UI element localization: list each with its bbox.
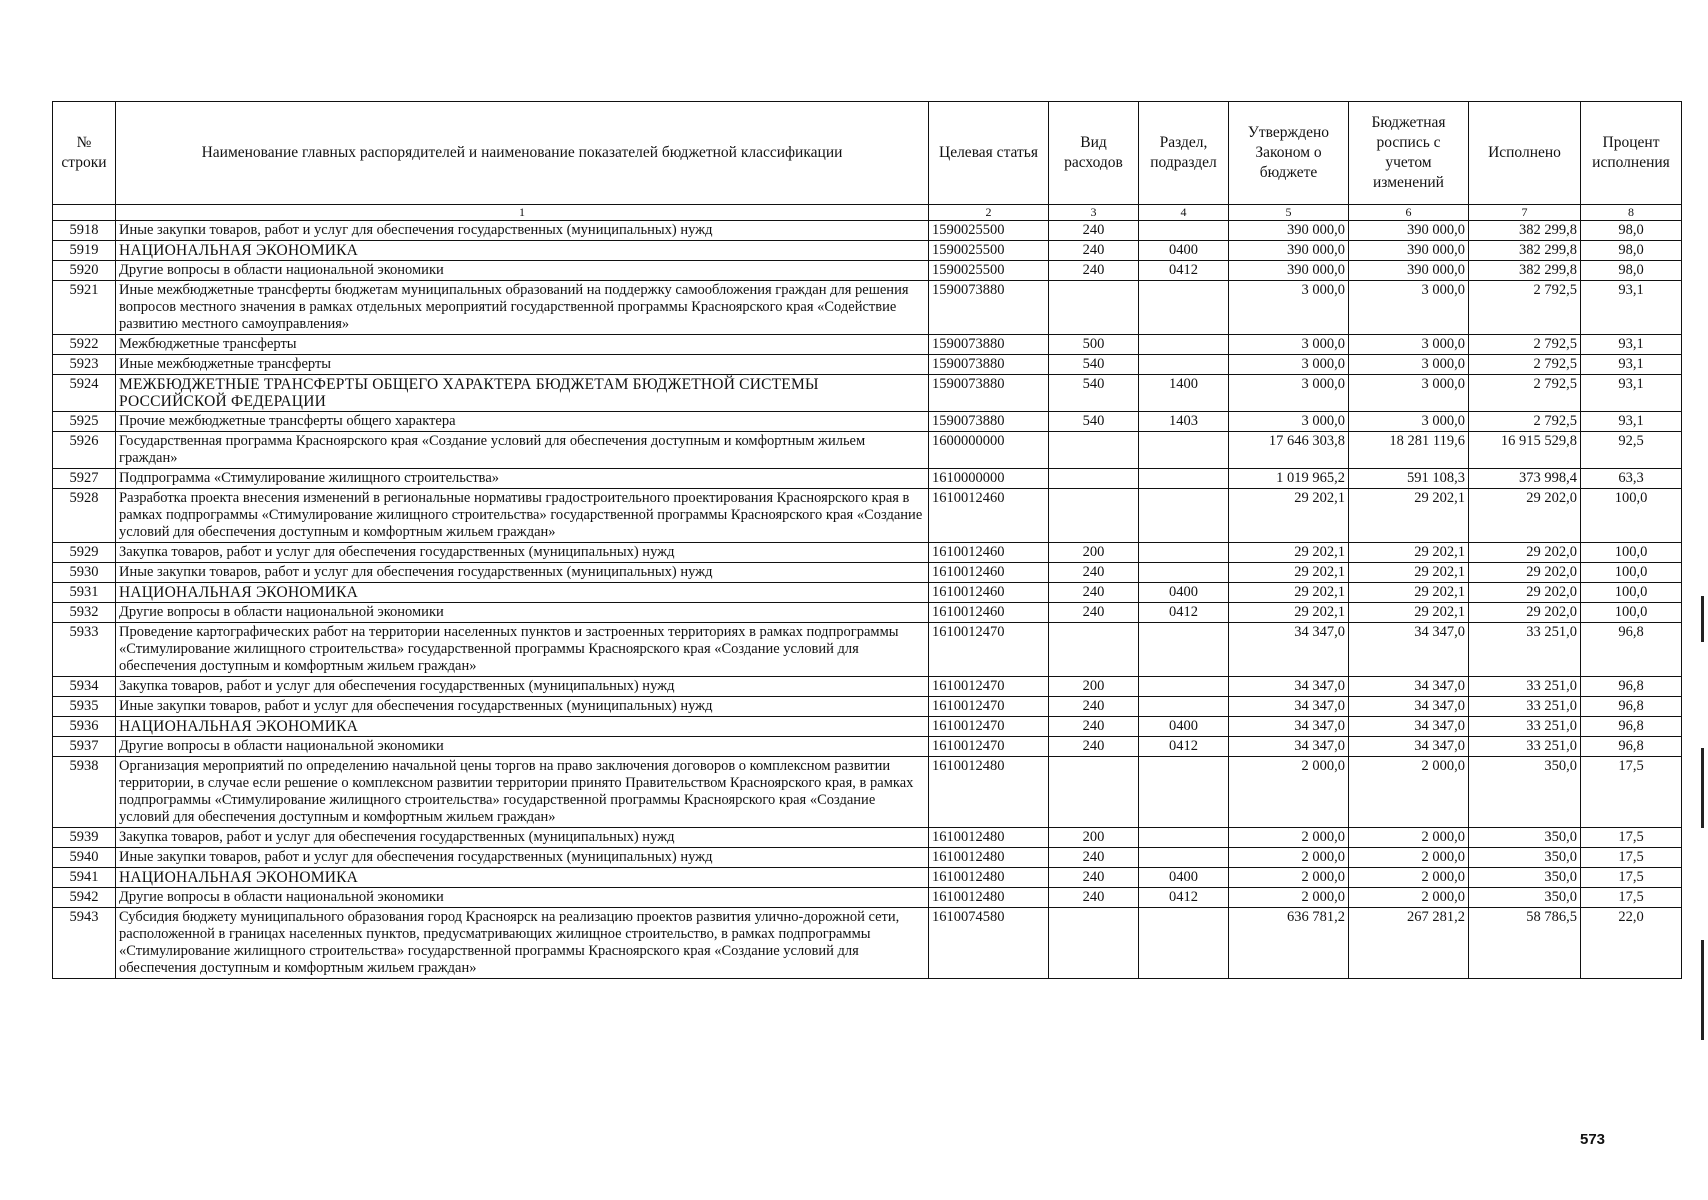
row-target-article: 1610012480 bbox=[929, 868, 1049, 888]
row-number: 5931 bbox=[53, 583, 116, 603]
row-budget-list: 18 281 119,6 bbox=[1349, 432, 1469, 469]
row-approved: 390 000,0 bbox=[1229, 261, 1349, 281]
row-section: 1403 bbox=[1139, 412, 1229, 432]
row-executed: 350,0 bbox=[1469, 828, 1581, 848]
row-executed: 2 792,5 bbox=[1469, 355, 1581, 375]
row-budget-list: 29 202,1 bbox=[1349, 563, 1469, 583]
row-name: Закупка товаров, работ и услуг для обеспечения государственных (муниципальных) нужд bbox=[116, 828, 929, 848]
row-approved: 29 202,1 bbox=[1229, 603, 1349, 623]
row-number: 5919 bbox=[53, 241, 116, 261]
row-number: 5921 bbox=[53, 281, 116, 335]
row-approved: 17 646 303,8 bbox=[1229, 432, 1349, 469]
row-section bbox=[1139, 432, 1229, 469]
row-percent: 100,0 bbox=[1581, 583, 1682, 603]
row-executed: 350,0 bbox=[1469, 888, 1581, 908]
row-percent: 93,1 bbox=[1581, 281, 1682, 335]
row-percent: 17,5 bbox=[1581, 848, 1682, 868]
row-budget-list: 3 000,0 bbox=[1349, 335, 1469, 355]
row-target-article: 1590073880 bbox=[929, 335, 1049, 355]
row-budget-list: 390 000,0 bbox=[1349, 241, 1469, 261]
header-executed: Исполнено bbox=[1469, 102, 1581, 205]
row-approved: 2 000,0 bbox=[1229, 888, 1349, 908]
row-budget-list: 2 000,0 bbox=[1349, 888, 1469, 908]
row-number: 5937 bbox=[53, 737, 116, 757]
row-budget-list: 34 347,0 bbox=[1349, 717, 1469, 737]
row-name: Прочие межбюджетные трансферты общего характера bbox=[116, 412, 929, 432]
row-percent: 96,8 bbox=[1581, 697, 1682, 717]
table-row bbox=[53, 355, 1682, 375]
row-executed: 382 299,8 bbox=[1469, 221, 1581, 241]
row-expense-type bbox=[1049, 623, 1139, 677]
row-expense-type: 240 bbox=[1049, 717, 1139, 737]
table-row bbox=[53, 489, 1682, 543]
row-target-article: 1600000000 bbox=[929, 432, 1049, 469]
row-percent: 17,5 bbox=[1581, 828, 1682, 848]
row-budget-list: 34 347,0 bbox=[1349, 677, 1469, 697]
row-section bbox=[1139, 563, 1229, 583]
row-approved: 34 347,0 bbox=[1229, 737, 1349, 757]
row-approved: 29 202,1 bbox=[1229, 583, 1349, 603]
row-approved: 3 000,0 bbox=[1229, 335, 1349, 355]
table-row bbox=[53, 432, 1682, 469]
table-row bbox=[53, 583, 1682, 603]
row-expense-type: 240 bbox=[1049, 848, 1139, 868]
row-approved: 3 000,0 bbox=[1229, 375, 1349, 412]
row-target-article: 1610012480 bbox=[929, 757, 1049, 828]
row-budget-list: 2 000,0 bbox=[1349, 848, 1469, 868]
row-budget-list: 29 202,1 bbox=[1349, 603, 1469, 623]
row-expense-type bbox=[1049, 469, 1139, 489]
row-executed: 16 915 529,8 bbox=[1469, 432, 1581, 469]
row-expense-type: 240 bbox=[1049, 261, 1139, 281]
row-number: 5930 bbox=[53, 563, 116, 583]
table-row bbox=[53, 908, 1682, 979]
row-section bbox=[1139, 677, 1229, 697]
row-target-article: 1610074580 bbox=[929, 908, 1049, 979]
row-percent: 98,0 bbox=[1581, 241, 1682, 261]
row-number: 5943 bbox=[53, 908, 116, 979]
row-expense-type: 240 bbox=[1049, 888, 1139, 908]
row-target-article: 1610012460 bbox=[929, 583, 1049, 603]
row-executed: 29 202,0 bbox=[1469, 603, 1581, 623]
row-percent: 100,0 bbox=[1581, 603, 1682, 623]
row-expense-type: 500 bbox=[1049, 335, 1139, 355]
row-percent: 93,1 bbox=[1581, 355, 1682, 375]
row-name: Разработка проекта внесения изменений в региональные нормативы градостроительного проектирования Красноярского края в рамках подпрограммы «Стимулирование жилищного строительства» государственной программы Красноярского края «Создание условий для обеспечения доступным и комфортным жильем граждан» bbox=[116, 489, 929, 543]
row-target-article: 1590025500 bbox=[929, 261, 1049, 281]
row-name: Иные закупки товаров, работ и услуг для обеспечения государственных (муниципальных) нужд bbox=[116, 848, 929, 868]
page-number: 573 bbox=[1580, 1131, 1606, 1148]
table-row bbox=[53, 737, 1682, 757]
row-target-article: 1610012460 bbox=[929, 603, 1049, 623]
row-expense-type: 540 bbox=[1049, 375, 1139, 412]
row-expense-type: 200 bbox=[1049, 828, 1139, 848]
row-target-article: 1610012470 bbox=[929, 737, 1049, 757]
column-number: 3 bbox=[1049, 205, 1139, 221]
row-executed: 33 251,0 bbox=[1469, 623, 1581, 677]
row-executed: 33 251,0 bbox=[1469, 737, 1581, 757]
row-executed: 382 299,8 bbox=[1469, 261, 1581, 281]
row-approved: 34 347,0 bbox=[1229, 717, 1349, 737]
row-number: 5938 bbox=[53, 757, 116, 828]
row-target-article: 1610012470 bbox=[929, 717, 1049, 737]
row-target-article: 1590073880 bbox=[929, 375, 1049, 412]
row-budget-list: 34 347,0 bbox=[1349, 737, 1469, 757]
row-name: Подпрограмма «Стимулирование жилищного строительства» bbox=[116, 469, 929, 489]
row-section bbox=[1139, 623, 1229, 677]
table-row bbox=[53, 888, 1682, 908]
table-row bbox=[53, 241, 1682, 261]
row-target-article: 1610012480 bbox=[929, 848, 1049, 868]
header-name: Наименование главных распорядителей и наименование показателей бюджетной классификации bbox=[116, 102, 929, 205]
row-number: 5925 bbox=[53, 412, 116, 432]
row-approved: 29 202,1 bbox=[1229, 543, 1349, 563]
table-row bbox=[53, 469, 1682, 489]
row-target-article: 1610000000 bbox=[929, 469, 1049, 489]
row-expense-type: 200 bbox=[1049, 543, 1139, 563]
row-executed: 350,0 bbox=[1469, 868, 1581, 888]
row-approved: 2 000,0 bbox=[1229, 868, 1349, 888]
row-executed: 2 792,5 bbox=[1469, 281, 1581, 335]
row-approved: 3 000,0 bbox=[1229, 412, 1349, 432]
row-executed: 2 792,5 bbox=[1469, 375, 1581, 412]
table-row bbox=[53, 848, 1682, 868]
column-number: 4 bbox=[1139, 205, 1229, 221]
row-section: 0400 bbox=[1139, 583, 1229, 603]
row-expense-type: 240 bbox=[1049, 221, 1139, 241]
row-budget-list: 2 000,0 bbox=[1349, 868, 1469, 888]
row-percent: 93,1 bbox=[1581, 375, 1682, 412]
row-budget-list: 3 000,0 bbox=[1349, 412, 1469, 432]
row-section bbox=[1139, 469, 1229, 489]
row-approved: 1 019 965,2 bbox=[1229, 469, 1349, 489]
row-budget-list: 591 108,3 bbox=[1349, 469, 1469, 489]
row-percent: 98,0 bbox=[1581, 261, 1682, 281]
row-expense-type: 240 bbox=[1049, 697, 1139, 717]
row-approved: 390 000,0 bbox=[1229, 241, 1349, 261]
column-number: 1 bbox=[116, 205, 929, 221]
row-name: Иные межбюджетные трансферты bbox=[116, 355, 929, 375]
table-row bbox=[53, 868, 1682, 888]
row-percent: 100,0 bbox=[1581, 489, 1682, 543]
row-number: 5936 bbox=[53, 717, 116, 737]
row-executed: 29 202,0 bbox=[1469, 489, 1581, 543]
scan-edge-mark bbox=[1701, 748, 1704, 828]
row-number: 5928 bbox=[53, 489, 116, 543]
table-row bbox=[53, 261, 1682, 281]
header-approved: Утверждено Законом о бюджете bbox=[1229, 102, 1349, 205]
table-row bbox=[53, 603, 1682, 623]
row-budget-list: 3 000,0 bbox=[1349, 375, 1469, 412]
budget-sheet bbox=[52, 101, 1668, 979]
row-number: 5935 bbox=[53, 697, 116, 717]
table-row bbox=[53, 828, 1682, 848]
row-name: Государственная программа Красноярского края «Создание условий для обеспечения доступным и комфортным жильем граждан» bbox=[116, 432, 929, 469]
row-name: Иные закупки товаров, работ и услуг для обеспечения государственных (муниципальных) нужд bbox=[116, 697, 929, 717]
row-executed: 373 998,4 bbox=[1469, 469, 1581, 489]
row-section: 0412 bbox=[1139, 261, 1229, 281]
row-expense-type bbox=[1049, 908, 1139, 979]
table-row bbox=[53, 412, 1682, 432]
row-number: 5929 bbox=[53, 543, 116, 563]
row-target-article: 1590025500 bbox=[929, 221, 1049, 241]
row-percent: 96,8 bbox=[1581, 717, 1682, 737]
row-section bbox=[1139, 908, 1229, 979]
row-target-article: 1610012480 bbox=[929, 888, 1049, 908]
row-budget-list: 29 202,1 bbox=[1349, 583, 1469, 603]
row-target-article: 1590073880 bbox=[929, 355, 1049, 375]
column-number bbox=[53, 205, 116, 221]
row-name: Другие вопросы в области национальной экономики bbox=[116, 261, 929, 281]
row-expense-type: 240 bbox=[1049, 603, 1139, 623]
row-name: НАЦИОНАЛЬНАЯ ЭКОНОМИКА bbox=[116, 717, 929, 737]
row-section: 0412 bbox=[1139, 603, 1229, 623]
row-percent: 93,1 bbox=[1581, 335, 1682, 355]
row-name: НАЦИОНАЛЬНАЯ ЭКОНОМИКА bbox=[116, 583, 929, 603]
row-approved: 29 202,1 bbox=[1229, 489, 1349, 543]
row-name: Межбюджетные трансферты bbox=[116, 335, 929, 355]
row-expense-type: 540 bbox=[1049, 355, 1139, 375]
header-section: Раздел, подраздел bbox=[1139, 102, 1229, 205]
header-row bbox=[53, 102, 1682, 205]
row-expense-type bbox=[1049, 281, 1139, 335]
row-approved: 636 781,2 bbox=[1229, 908, 1349, 979]
table-row bbox=[53, 697, 1682, 717]
row-executed: 29 202,0 bbox=[1469, 543, 1581, 563]
row-executed: 350,0 bbox=[1469, 848, 1581, 868]
column-number-row bbox=[53, 205, 1682, 221]
row-budget-list: 390 000,0 bbox=[1349, 261, 1469, 281]
row-expense-type bbox=[1049, 432, 1139, 469]
column-number: 6 bbox=[1349, 205, 1469, 221]
row-section bbox=[1139, 355, 1229, 375]
table-row bbox=[53, 717, 1682, 737]
row-name: Другие вопросы в области национальной экономики bbox=[116, 737, 929, 757]
row-budget-list: 29 202,1 bbox=[1349, 543, 1469, 563]
row-executed: 2 792,5 bbox=[1469, 335, 1581, 355]
row-target-article: 1610012470 bbox=[929, 623, 1049, 677]
row-budget-list: 34 347,0 bbox=[1349, 623, 1469, 677]
header-target-article: Целевая статья bbox=[929, 102, 1049, 205]
row-expense-type: 240 bbox=[1049, 583, 1139, 603]
column-number: 8 bbox=[1581, 205, 1682, 221]
row-percent: 98,0 bbox=[1581, 221, 1682, 241]
row-number: 5932 bbox=[53, 603, 116, 623]
budget-table bbox=[52, 101, 1682, 979]
row-expense-type bbox=[1049, 757, 1139, 828]
row-approved: 3 000,0 bbox=[1229, 355, 1349, 375]
column-number: 5 bbox=[1229, 205, 1349, 221]
row-expense-type: 240 bbox=[1049, 868, 1139, 888]
row-section bbox=[1139, 848, 1229, 868]
row-percent: 63,3 bbox=[1581, 469, 1682, 489]
table-row bbox=[53, 757, 1682, 828]
row-number: 5934 bbox=[53, 677, 116, 697]
row-name: МЕЖБЮДЖЕТНЫЕ ТРАНСФЕРТЫ ОБЩЕГО ХАРАКТЕРА БЮДЖЕТАМ БЮДЖЕТНОЙ СИСТЕМЫ РОССИЙСКОЙ ФЕДЕРАЦИИ bbox=[116, 375, 929, 412]
row-target-article: 1610012470 bbox=[929, 677, 1049, 697]
row-approved: 34 347,0 bbox=[1229, 697, 1349, 717]
row-approved: 2 000,0 bbox=[1229, 848, 1349, 868]
row-name: Проведение картографических работ на территории населенных пунктов и застроенных территориях в рамках подпрограммы «Стимулирование жилищного строительства» государственной программы Красноярского края «Создание условий для обеспечения доступным и комфортным жильем граждан» bbox=[116, 623, 929, 677]
table-row bbox=[53, 677, 1682, 697]
row-percent: 96,8 bbox=[1581, 677, 1682, 697]
row-section bbox=[1139, 281, 1229, 335]
row-number: 5942 bbox=[53, 888, 116, 908]
row-executed: 33 251,0 bbox=[1469, 677, 1581, 697]
column-number: 7 bbox=[1469, 205, 1581, 221]
table-row bbox=[53, 563, 1682, 583]
row-budget-list: 267 281,2 bbox=[1349, 908, 1469, 979]
row-name: Закупка товаров, работ и услуг для обеспечения государственных (муниципальных) нужд bbox=[116, 543, 929, 563]
row-section bbox=[1139, 697, 1229, 717]
column-number: 2 bbox=[929, 205, 1049, 221]
row-target-article: 1610012460 bbox=[929, 489, 1049, 543]
table-row bbox=[53, 623, 1682, 677]
row-percent: 100,0 bbox=[1581, 543, 1682, 563]
row-approved: 2 000,0 bbox=[1229, 828, 1349, 848]
row-name: Другие вопросы в области национальной экономики bbox=[116, 603, 929, 623]
row-section bbox=[1139, 543, 1229, 563]
row-approved: 34 347,0 bbox=[1229, 677, 1349, 697]
row-section: 0400 bbox=[1139, 241, 1229, 261]
scan-edge-mark bbox=[1701, 940, 1704, 1040]
row-expense-type: 240 bbox=[1049, 563, 1139, 583]
row-budget-list: 390 000,0 bbox=[1349, 221, 1469, 241]
table-row bbox=[53, 281, 1682, 335]
row-percent: 22,0 bbox=[1581, 908, 1682, 979]
row-target-article: 1610012460 bbox=[929, 543, 1049, 563]
row-name: Иные закупки товаров, работ и услуг для обеспечения государственных (муниципальных) нужд bbox=[116, 563, 929, 583]
row-number: 5923 bbox=[53, 355, 116, 375]
row-target-article: 1610012470 bbox=[929, 697, 1049, 717]
row-expense-type bbox=[1049, 489, 1139, 543]
row-percent: 17,5 bbox=[1581, 868, 1682, 888]
row-section: 1400 bbox=[1139, 375, 1229, 412]
row-approved: 34 347,0 bbox=[1229, 623, 1349, 677]
row-budget-list: 2 000,0 bbox=[1349, 757, 1469, 828]
row-target-article: 1610012460 bbox=[929, 563, 1049, 583]
row-executed: 58 786,5 bbox=[1469, 908, 1581, 979]
row-executed: 29 202,0 bbox=[1469, 583, 1581, 603]
header-percent: Процент исполнения bbox=[1581, 102, 1682, 205]
row-number: 5922 bbox=[53, 335, 116, 355]
row-executed: 2 792,5 bbox=[1469, 412, 1581, 432]
row-approved: 29 202,1 bbox=[1229, 563, 1349, 583]
row-percent: 96,8 bbox=[1581, 623, 1682, 677]
row-section bbox=[1139, 757, 1229, 828]
row-name: Иные закупки товаров, работ и услуг для обеспечения государственных (муниципальных) нужд bbox=[116, 221, 929, 241]
row-section bbox=[1139, 335, 1229, 355]
row-executed: 29 202,0 bbox=[1469, 563, 1581, 583]
table-body bbox=[53, 221, 1682, 979]
row-number: 5924 bbox=[53, 375, 116, 412]
row-budget-list: 34 347,0 bbox=[1349, 697, 1469, 717]
row-name: Организация мероприятий по определению начальной цены торгов на право заключения договоров о комплексном развитии территории, в случае если решение о комплексном развитии территории принято Правительством Красноярского края, в рамках подпрограммы «Стимулирование жилищного строительства» государственной программы Красноярского края «Создание условий для обеспечения доступным и комфортным жильем граждан» bbox=[116, 757, 929, 828]
row-target-article: 1590073880 bbox=[929, 412, 1049, 432]
row-name: Закупка товаров, работ и услуг для обеспечения государственных (муниципальных) нужд bbox=[116, 677, 929, 697]
row-number: 5933 bbox=[53, 623, 116, 677]
row-expense-type: 240 bbox=[1049, 737, 1139, 757]
table-row bbox=[53, 221, 1682, 241]
row-expense-type: 200 bbox=[1049, 677, 1139, 697]
table-row bbox=[53, 375, 1682, 412]
header-row-no: № строки bbox=[53, 102, 116, 205]
row-number: 5939 bbox=[53, 828, 116, 848]
row-target-article: 1590073880 bbox=[929, 281, 1049, 335]
row-executed: 350,0 bbox=[1469, 757, 1581, 828]
row-approved: 390 000,0 bbox=[1229, 221, 1349, 241]
row-budget-list: 3 000,0 bbox=[1349, 281, 1469, 335]
row-section bbox=[1139, 489, 1229, 543]
header-budget-list: Бюджетная роспись с учетом изменений bbox=[1349, 102, 1469, 205]
row-percent: 17,5 bbox=[1581, 757, 1682, 828]
row-executed: 382 299,8 bbox=[1469, 241, 1581, 261]
row-section: 0412 bbox=[1139, 888, 1229, 908]
row-section bbox=[1139, 221, 1229, 241]
row-number: 5920 bbox=[53, 261, 116, 281]
row-percent: 100,0 bbox=[1581, 563, 1682, 583]
row-percent: 96,8 bbox=[1581, 737, 1682, 757]
row-executed: 33 251,0 bbox=[1469, 717, 1581, 737]
row-name: Иные межбюджетные трансферты бюджетам муниципальных образований на поддержку самообложения граждан для решения вопросов местного значения в рамках отдельных мероприятий государственной программы Красноярского края «Содействие развитию местного самоуправления» bbox=[116, 281, 929, 335]
row-name: Другие вопросы в области национальной экономики bbox=[116, 888, 929, 908]
row-section: 0400 bbox=[1139, 717, 1229, 737]
row-section: 0400 bbox=[1139, 868, 1229, 888]
table-row bbox=[53, 335, 1682, 355]
row-number: 5918 bbox=[53, 221, 116, 241]
table-row bbox=[53, 543, 1682, 563]
row-expense-type: 240 bbox=[1049, 241, 1139, 261]
row-percent: 17,5 bbox=[1581, 888, 1682, 908]
row-budget-list: 3 000,0 bbox=[1349, 355, 1469, 375]
row-percent: 92,5 bbox=[1581, 432, 1682, 469]
row-name: НАЦИОНАЛЬНАЯ ЭКОНОМИКА bbox=[116, 241, 929, 261]
row-expense-type: 540 bbox=[1049, 412, 1139, 432]
row-section: 0412 bbox=[1139, 737, 1229, 757]
row-target-article: 1590025500 bbox=[929, 241, 1049, 261]
row-section bbox=[1139, 828, 1229, 848]
header-expense-type: Вид расходов bbox=[1049, 102, 1139, 205]
row-target-article: 1610012480 bbox=[929, 828, 1049, 848]
row-approved: 2 000,0 bbox=[1229, 757, 1349, 828]
row-name: НАЦИОНАЛЬНАЯ ЭКОНОМИКА bbox=[116, 868, 929, 888]
row-budget-list: 29 202,1 bbox=[1349, 489, 1469, 543]
row-number: 5941 bbox=[53, 868, 116, 888]
row-budget-list: 2 000,0 bbox=[1349, 828, 1469, 848]
row-approved: 3 000,0 bbox=[1229, 281, 1349, 335]
row-percent: 93,1 bbox=[1581, 412, 1682, 432]
row-number: 5927 bbox=[53, 469, 116, 489]
row-number: 5940 bbox=[53, 848, 116, 868]
row-name: Субсидия бюджету муниципального образования город Красноярск на реализацию проектов развития улично-дорожной сети, расположенной в границах населенных пунктов, предусматривающих жилищное строительство, в рамках подпрограммы «Стимулирование жилищного строительства» государственной программы Красноярского края «Создание условий для обеспечения доступным и комфортным жильем граждан» bbox=[116, 908, 929, 979]
scan-edge-mark bbox=[1701, 596, 1704, 642]
row-number: 5926 bbox=[53, 432, 116, 469]
row-executed: 33 251,0 bbox=[1469, 697, 1581, 717]
